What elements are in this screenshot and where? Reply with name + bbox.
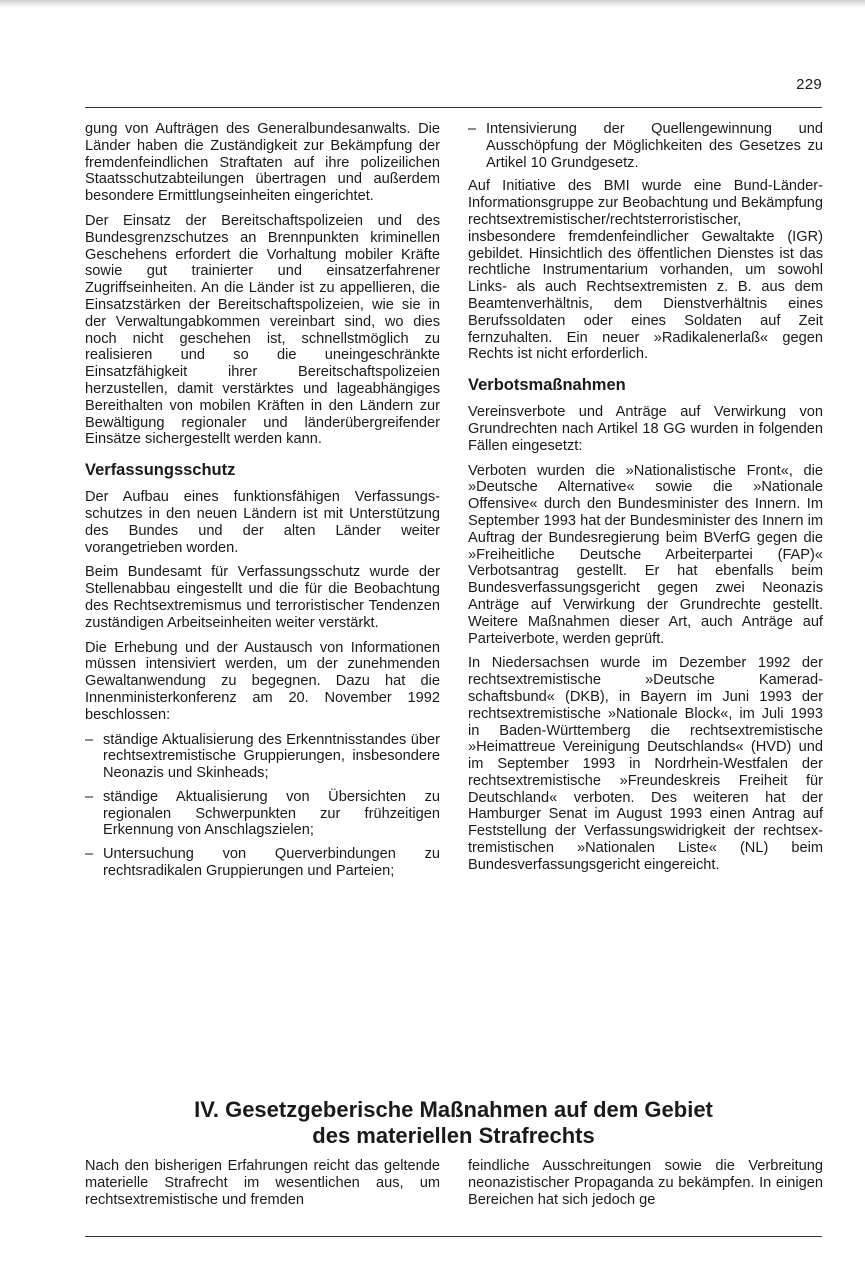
paragraph: gung von Aufträgen des Generalbundesanwalts. Die Länder haben die Zuständigkeit zur Bekämpfung der fremdenfeindlichen Straftaten auf ihre polizeilichen Staatsschutzabteilungen übertragen und außerdem besondere Ermittlungseinheiten eingerichtet. (85, 121, 440, 205)
list-item: – Intensivierung der Quellengewinnung und Ausschöpfung der Möglichkeiten des Gesetzes zu Artikel 10 Grundgesetz. (468, 121, 823, 171)
list-item: – ständige Aktualisierung des Erkenntnisstandes über rechtsextremistische Gruppierungen, insbesondere Neonazis und Skinheads; (85, 732, 440, 782)
list-item: – ständige Aktualisierung von Übersichten zu regionalen Schwerpunkten zur frühzeitigen Erkennung von Anschlagszielen; (85, 789, 440, 839)
bottom-right-column (468, 1158, 823, 1216)
paragraph: Nach den bisherigen Erfahrungen reicht das geltende materielle Strafrecht im wesentlichen aus, um rechtsextremistische und fremden (85, 1158, 440, 1208)
footer-rule (85, 1236, 822, 1237)
paragraph: Der Aufbau eines funktionsfähigen Verfassungsschutzes in den neuen Ländern ist mit Unterstützung des Bundes und der alten Länder weiter vorangetrieben worden. (85, 489, 440, 556)
scan-edge-shadow (0, 0, 865, 8)
right-column (468, 121, 823, 882)
measures-list (85, 732, 440, 880)
paragraph: Verboten wurden die »Nationalistische Front«, die »Deutsche Alternative« sowie die »Nationale Offensive« durch den Bundesminister des Innern. Im September 1993 hat der Bundesminister des Innern im Auftrag der Bundesregierung beim BVerfG gegen die »Freiheitliche Deutsche Arbeiterpartei (FAP)« Verbotsantrag gestellt. Er hat ebenfalls beim Bundesverfassungsgericht gegen zwei Neonazis Anträge auf Verwirkung der Grundrechte gestellt. Weitere Maßnahmen dieser Art, auch Anträge auf Parteiverbote, werden geprüft. (468, 462, 823, 647)
section-heading-verbotsmassnahmen: Verbotsmaßnahmen (468, 376, 626, 395)
chapter-heading-line1: IV. Gesetzgeberische Maßnahmen auf dem Gebiet (194, 1097, 713, 1122)
bottom-left-column (85, 1158, 440, 1216)
measures-list-continued (468, 121, 823, 171)
header-rule (85, 107, 822, 108)
paragraph: Der Einsatz der Bereitschaftspolizeien und des Bundesgrenzschutzes an Brennpunkten kriminellen Geschehens erfordert die Vorhaltung mobiler Kräfte sowie gut trainierter und einsatzerfahrener Zugriffseinheiten. An die Länder ist zu appellieren, die Einsatzstärken der Bereitschaftspolizeien, wie sie in der Verwaltungabkommen vereinbart sind, wo dies noch nicht geschehen ist, schnellstmöglich zu realisieren und so die uneingeschränkte Einsatzfähigkeit ihrer Bereitschaftspolizeien herzustellen, damit verstärktes und lageabhängiges Bereithalten von mobilen Kräften in den Ländern zur Bewältigung regionaler und länderübergreifender Einsätze sichergestellt werden kann. (85, 212, 440, 448)
paragraph: feindliche Ausschreitungen sowie die Verbreitung neonazistischer Propaganda zu bekämpfen. In einigen Bereichen hat sich jedoch ge (468, 1158, 823, 1208)
paragraph: Auf Initiative des BMI wurde eine Bund-Länder-Informationsgruppe zur Beobachtung und Bekämpfung rechtsextremistischer/rechtsterroristischer, insbesondere fremdenfeindlicher Gewaltakte (IGR) gebildet. Hinsichtlich des öffentlichen Dienstes ist das rechtliche Instrumentarium vorhanden, um sowohl Links- als auch Rechtsextremisten z. B. aus dem Beamtenverhältnis, dem Dienstverhältnis eines Berufssoldaten oder eines Soldaten auf Zeit fernzuhalten. Ein neuer »Radikalenerlaß« gegen Rechts ist nicht erforderlich. (468, 178, 823, 363)
paragraph: Die Erhebung und der Austausch von Informationen müssen intensiviert werden, um der zunehmenden Gewaltanwendung zu begegnen. Dazu hat die Innenministerkonferenz am 20. November 1992 beschlossen: (85, 639, 440, 723)
paragraph: In Niedersachsen wurde im Dezember 1992 der rechtsextremistische »Deutsche Kameradschaftsbund« (DKB), in Bayern im Juni 1993 der rechtsextremistische »Nationale Block«, im Juli 1993 in Baden-Württemberg die rechtsextremistische »Heimattreue Vereinigung Deutschlands« (HVD) und im September 1993 in Nordrhein-Westfalen der rechtsextremistische »Freundeskreis Freiheit für Deutschland« verboten. Des weiteren hat der Hamburger Senat im August 1993 einen Antrag auf Feststellung der Verfassungswidrigkeit der rechtsextremistischen »Nationalen Liste« (NL) beim Bundesverfassungsgericht eingereicht. (468, 655, 823, 873)
paragraph: Vereinsverbote und Anträge auf Verwirkung von Grundrechten nach Artikel 18 GG wurden in folgenden Fällen eingesetzt: (468, 404, 823, 454)
paragraph: Beim Bundesamt für Verfassungsschutz wurde der Stellenabbau eingestellt und die für die Beobachtung des Rechtsextremismus und terroristischer Tendenzen zuständigen Arbeitseinheiten weiter verstärkt. (85, 564, 440, 631)
section-heading-verfassungsschutz: Verfassungsschutz (85, 461, 236, 480)
page-number: 229 (796, 76, 822, 93)
chapter-heading-line2: des materiellen Strafrechts (312, 1123, 595, 1148)
list-item: – Untersuchung von Querverbindungen zu rechtsradikalen Gruppierungen und Parteien; (85, 846, 440, 880)
left-column (85, 121, 440, 887)
chapter-heading (85, 1097, 822, 1149)
